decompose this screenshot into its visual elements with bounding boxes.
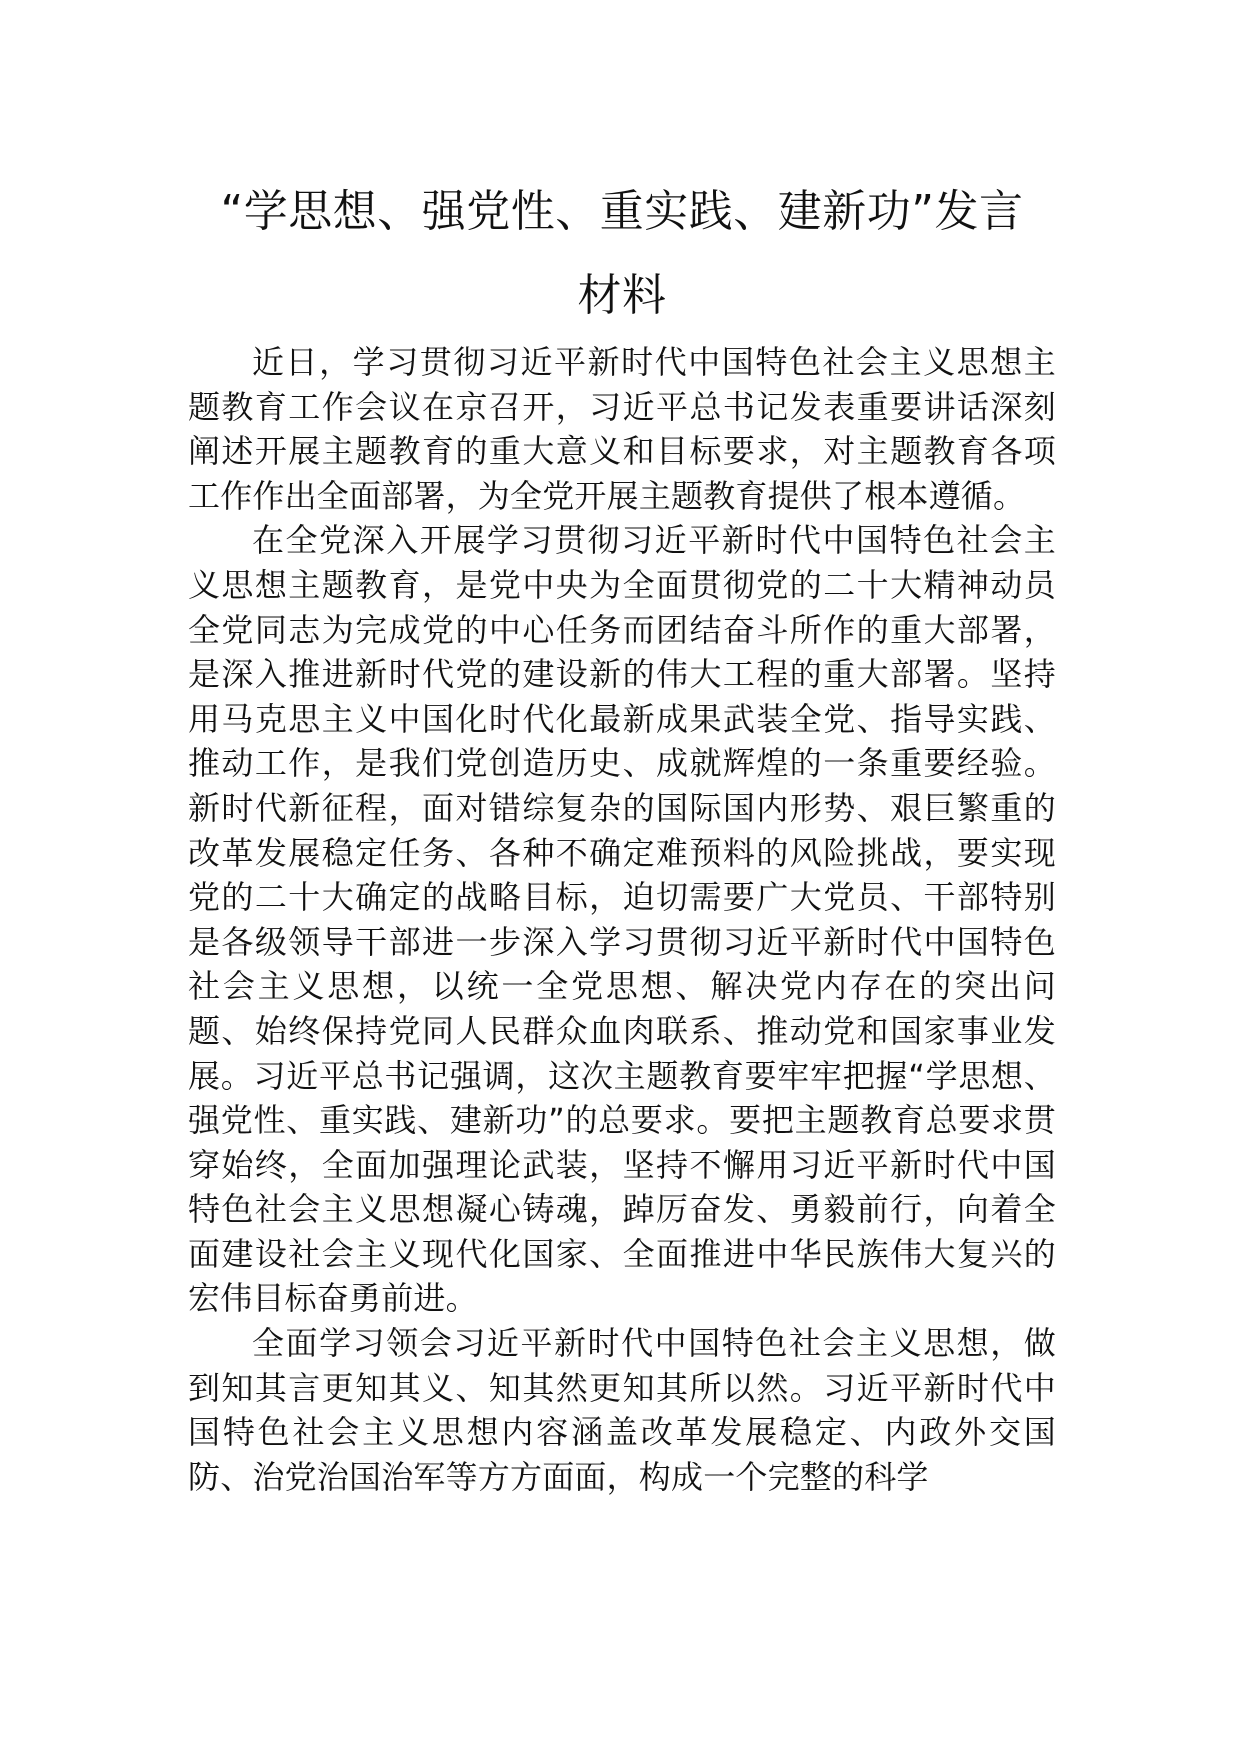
body-paragraph-1: 近日，学习贯彻习近平新时代中国特色社会主义思想主题教育工作会议在京召开，习近平总书记发表重要讲话深刻阐述开展主题教育的重大意义和目标要求，对主题教育各项工作作出全面部署，为全党开展主题教育提供了根本遵循。 <box>188 343 1056 515</box>
document-title-line-1: “学思想、强党性、重实践、建新功”发言 <box>220 186 1024 237</box>
document-title <box>188 170 1056 338</box>
body-paragraph-3: 全面学习领会习近平新时代中国特色社会主义思想，做到知其言更知其义、知其然更知其所以然。习近平新时代中国特色社会主义思想内容涵盖改革发展稳定、内政外交国防、治党治国治军等方方面面，构成一个完整的科学 <box>188 1324 1056 1496</box>
document-title-line-2: 材料 <box>577 270 667 321</box>
body-paragraph-2: 在全党深入开展学习贯彻习近平新时代中国特色社会主义思想主题教育，是党中央为全面贯彻党的二十大精神动员全党同志为完成党的中心任务而团结奋斗所作的重大部署，是深入推进新时代党的建设新的伟大工程的重大部署。坚持用马克思主义中国化时代化最新成果武装全党、指导实践、推动工作，是我们党创造历史、成就辉煌的一条重要经验。新时代新征程，面对错综复杂的国际国内形势、艰巨繁重的改革发展稳定任务、各种不确定难预料的风险挑战，要实现党的二十大确定的战略目标，迫切需要广大党员、干部特别是各级领导干部进一步深入学习贯彻习近平新时代中国特色社会主义思想，以统一全党思想、解决党内存在的突出问题、始终保持党同人民群众血肉联系、推动党和国家事业发展。习近平总书记强调，这次主题教育要牢牢把握“学思想、强党性、重实践、建新功”的总要求。要把主题教育总要求贯穿始终，全面加强理论武装，坚持不懈用习近平新时代中国特色社会主义思想凝心铸魂，踔厉奋发、勇毅前行，向着全面建设社会主义现代化国家、全面推进中华民族伟大复兴的宏伟目标奋勇前进。 <box>188 521 1056 1318</box>
document-page <box>188 170 1056 1499</box>
document-body <box>188 340 1056 1499</box>
